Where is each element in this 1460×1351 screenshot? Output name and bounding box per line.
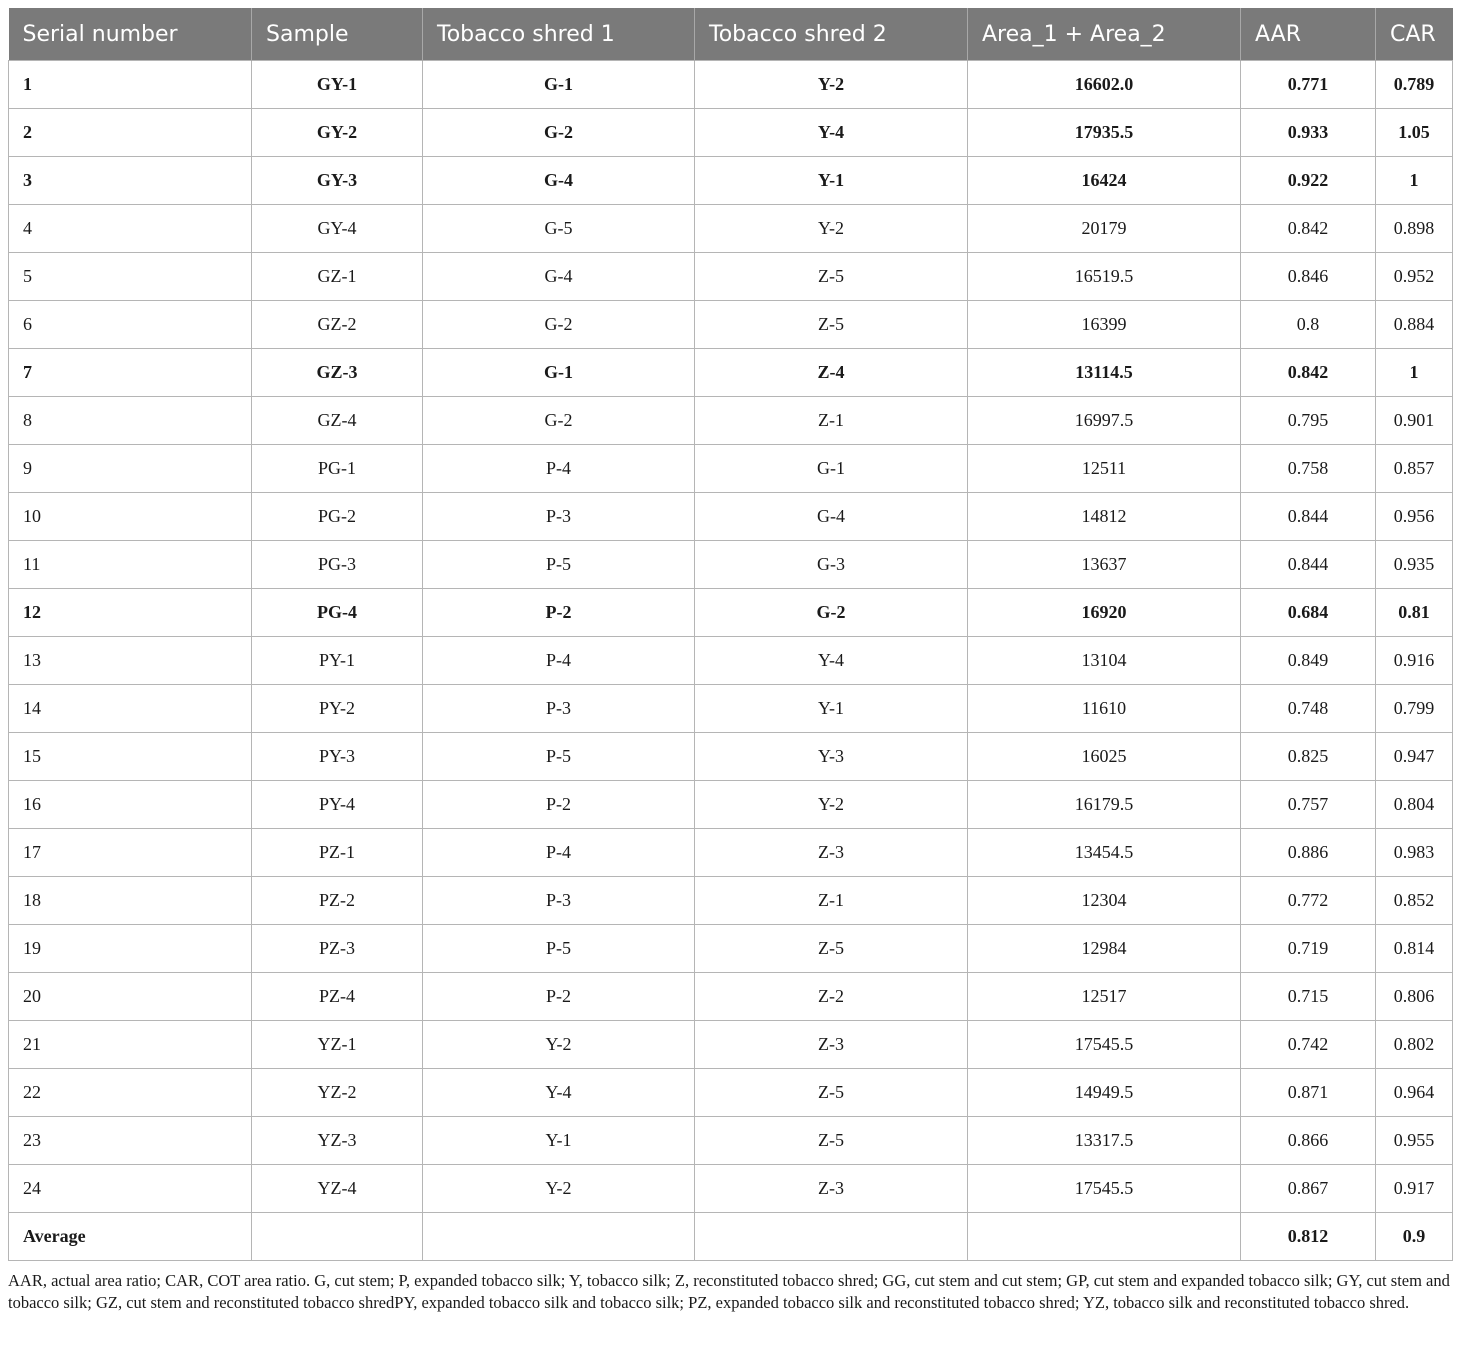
cell-sample: YZ-2	[252, 1069, 423, 1117]
cell-serial: 16	[9, 781, 252, 829]
cell-shred-1: P-5	[423, 733, 695, 781]
cell-sample: GY-3	[252, 157, 423, 205]
cell-aar: 0.748	[1241, 685, 1376, 733]
cell-shred-1: Y-2	[423, 1021, 695, 1069]
cell-shred-1: G-2	[423, 301, 695, 349]
cell-shred-2: Z-3	[695, 1021, 968, 1069]
table-row	[9, 205, 1453, 253]
cell-car: 0.802	[1376, 1021, 1453, 1069]
table-row	[9, 733, 1453, 781]
cell-car: 0.955	[1376, 1117, 1453, 1165]
table-row	[9, 109, 1453, 157]
cell-sample: GZ-1	[252, 253, 423, 301]
cell-area: 16424	[968, 157, 1241, 205]
cell-serial: 21	[9, 1021, 252, 1069]
cell-sample: PG-4	[252, 589, 423, 637]
cell-area: 13454.5	[968, 829, 1241, 877]
table-row	[9, 589, 1453, 637]
cell-shred-1: G-1	[423, 349, 695, 397]
cell-sample: YZ-1	[252, 1021, 423, 1069]
cell-serial: 3	[9, 157, 252, 205]
cell-aar: 0.795	[1241, 397, 1376, 445]
cell-serial: Average	[9, 1213, 252, 1261]
cell-area: 12511	[968, 445, 1241, 493]
cell-shred-1: Y-1	[423, 1117, 695, 1165]
cell-shred-1: P-4	[423, 637, 695, 685]
cell-area: 20179	[968, 205, 1241, 253]
cell-aar: 0.844	[1241, 541, 1376, 589]
cell-shred-2: G-2	[695, 589, 968, 637]
cell-car: 1	[1376, 157, 1453, 205]
cell-car: 1.05	[1376, 109, 1453, 157]
table-row	[9, 493, 1453, 541]
cell-car: 0.814	[1376, 925, 1453, 973]
cell-aar: 0.846	[1241, 253, 1376, 301]
cell-car: 0.935	[1376, 541, 1453, 589]
cell-area: 12517	[968, 973, 1241, 1021]
cell-area: 14812	[968, 493, 1241, 541]
cell-area: 16602.0	[968, 61, 1241, 109]
cell-aar: 0.866	[1241, 1117, 1376, 1165]
cell-car: 0.857	[1376, 445, 1453, 493]
cell-shred-2: Y-4	[695, 109, 968, 157]
cell-serial: 8	[9, 397, 252, 445]
cell-shred-2: Z-5	[695, 1117, 968, 1165]
cell-shred-1: G-4	[423, 253, 695, 301]
cell-area: 16399	[968, 301, 1241, 349]
cell-sample: PZ-4	[252, 973, 423, 1021]
cell-sample: PG-2	[252, 493, 423, 541]
cell-area: 13317.5	[968, 1117, 1241, 1165]
header-row	[9, 8, 1453, 61]
cell-shred-2: Y-1	[695, 685, 968, 733]
cell-sample: PZ-2	[252, 877, 423, 925]
cell-serial: 13	[9, 637, 252, 685]
cell-aar: 0.757	[1241, 781, 1376, 829]
cell-shred-2: Z-1	[695, 877, 968, 925]
table-row	[9, 157, 1453, 205]
table-container	[8, 8, 1452, 1314]
cell-serial: 9	[9, 445, 252, 493]
table-row	[9, 301, 1453, 349]
cell-shred-2: Y-2	[695, 781, 968, 829]
cell-sample: GY-2	[252, 109, 423, 157]
cell-shred-2: Z-5	[695, 253, 968, 301]
cell-car: 0.9	[1376, 1213, 1453, 1261]
cell-serial: 6	[9, 301, 252, 349]
cell-car: 0.789	[1376, 61, 1453, 109]
cell-car: 0.916	[1376, 637, 1453, 685]
cell-sample: PY-2	[252, 685, 423, 733]
cell-car: 0.898	[1376, 205, 1453, 253]
cell-serial: 17	[9, 829, 252, 877]
cell-car: 0.917	[1376, 1165, 1453, 1213]
cell-sample: GZ-3	[252, 349, 423, 397]
cell-aar: 0.922	[1241, 157, 1376, 205]
table-row	[9, 253, 1453, 301]
cell-shred-2: Y-4	[695, 637, 968, 685]
cell-car: 0.952	[1376, 253, 1453, 301]
table-row	[9, 1165, 1453, 1213]
cell-serial: 19	[9, 925, 252, 973]
header-car: CAR	[1376, 8, 1453, 61]
header-sample: Sample	[252, 8, 423, 61]
cell-sample: GZ-2	[252, 301, 423, 349]
cell-aar: 0.771	[1241, 61, 1376, 109]
cell-serial: 22	[9, 1069, 252, 1117]
cell-shred-2: G-4	[695, 493, 968, 541]
cell-area	[968, 1213, 1241, 1261]
cell-area: 13637	[968, 541, 1241, 589]
cell-shred-1: G-1	[423, 61, 695, 109]
cell-car: 0.947	[1376, 733, 1453, 781]
cell-area: 14949.5	[968, 1069, 1241, 1117]
cell-area: 17935.5	[968, 109, 1241, 157]
cell-car: 0.852	[1376, 877, 1453, 925]
cell-car: 0.901	[1376, 397, 1453, 445]
cell-car: 0.804	[1376, 781, 1453, 829]
cell-shred-1: P-3	[423, 685, 695, 733]
cell-sample: PZ-3	[252, 925, 423, 973]
cell-sample: GY-4	[252, 205, 423, 253]
cell-serial: 11	[9, 541, 252, 589]
average-row	[9, 1213, 1453, 1261]
cell-aar: 0.742	[1241, 1021, 1376, 1069]
cell-shred-1: G-4	[423, 157, 695, 205]
cell-shred-1: G-2	[423, 397, 695, 445]
cell-shred-2: Y-3	[695, 733, 968, 781]
cell-aar: 0.825	[1241, 733, 1376, 781]
cell-shred-2: Y-2	[695, 205, 968, 253]
table-row	[9, 541, 1453, 589]
cell-aar: 0.812	[1241, 1213, 1376, 1261]
cell-area: 16025	[968, 733, 1241, 781]
cell-shred-1: G-5	[423, 205, 695, 253]
cell-area: 11610	[968, 685, 1241, 733]
header-aar: AAR	[1241, 8, 1376, 61]
header-tobacco-shred-2: Tobacco shred 2	[695, 8, 968, 61]
cell-aar: 0.842	[1241, 205, 1376, 253]
cell-serial: 15	[9, 733, 252, 781]
cell-shred-1: P-3	[423, 493, 695, 541]
table-row	[9, 781, 1453, 829]
cell-area: 13114.5	[968, 349, 1241, 397]
cell-shred-2: Z-3	[695, 829, 968, 877]
cell-serial: 4	[9, 205, 252, 253]
cell-sample: PZ-1	[252, 829, 423, 877]
cell-shred-1: P-5	[423, 925, 695, 973]
cell-car: 0.956	[1376, 493, 1453, 541]
table-footnote: AAR, actual area ratio; CAR, COT area ratio. G, cut stem; P, expanded tobacco silk; Y, tobacco silk; Z, reconstituted tobacco shred; GG, cut stem and cut stem; GP, cut stem and expanded tobacco silk; GY, cut stem and tobacco silk; GZ, cut stem and reconstituted tobacco shredPY, expanded tobacco silk and tobacco silk; PZ, expanded tobacco silk and reconstituted tobacco shred; YZ, tobacco silk and reconstituted tobacco shred.	[8, 1271, 1450, 1312]
cell-aar: 0.867	[1241, 1165, 1376, 1213]
cell-car: 1	[1376, 349, 1453, 397]
cell-shred-2: Z-3	[695, 1165, 968, 1213]
cell-area: 16179.5	[968, 781, 1241, 829]
cell-aar: 0.758	[1241, 445, 1376, 493]
table-row	[9, 349, 1453, 397]
cell-serial: 24	[9, 1165, 252, 1213]
cell-area: 17545.5	[968, 1021, 1241, 1069]
cell-serial: 10	[9, 493, 252, 541]
cell-shred-2: Y-2	[695, 61, 968, 109]
header-area-sum: Area_1 + Area_2	[968, 8, 1241, 61]
cell-serial: 7	[9, 349, 252, 397]
table-row	[9, 829, 1453, 877]
table-row	[9, 973, 1453, 1021]
cell-sample: GY-1	[252, 61, 423, 109]
cell-aar: 0.871	[1241, 1069, 1376, 1117]
cell-shred-1: P-5	[423, 541, 695, 589]
table-row	[9, 1069, 1453, 1117]
cell-car: 0.799	[1376, 685, 1453, 733]
cell-shred-2: G-1	[695, 445, 968, 493]
cell-shred-2: Z-5	[695, 925, 968, 973]
table-row	[9, 685, 1453, 733]
cell-sample: YZ-4	[252, 1165, 423, 1213]
table-row	[9, 445, 1453, 493]
cell-sample: PY-4	[252, 781, 423, 829]
cell-sample: PY-1	[252, 637, 423, 685]
table-row	[9, 1021, 1453, 1069]
cell-aar: 0.719	[1241, 925, 1376, 973]
cell-shred-1	[423, 1213, 695, 1261]
cell-car: 0.81	[1376, 589, 1453, 637]
cell-sample: PG-1	[252, 445, 423, 493]
cell-sample: PG-3	[252, 541, 423, 589]
cell-sample: PY-3	[252, 733, 423, 781]
cell-aar: 0.684	[1241, 589, 1376, 637]
cell-serial: 23	[9, 1117, 252, 1165]
table-row	[9, 877, 1453, 925]
cell-aar: 0.933	[1241, 109, 1376, 157]
cell-shred-1: P-4	[423, 829, 695, 877]
cell-aar: 0.886	[1241, 829, 1376, 877]
cell-aar: 0.844	[1241, 493, 1376, 541]
cell-shred-1: Y-4	[423, 1069, 695, 1117]
cell-shred-1: P-3	[423, 877, 695, 925]
cell-aar: 0.849	[1241, 637, 1376, 685]
cell-area: 12304	[968, 877, 1241, 925]
table-body	[9, 61, 1453, 1261]
cell-serial: 2	[9, 109, 252, 157]
table-row	[9, 925, 1453, 973]
cell-shred-2: Y-1	[695, 157, 968, 205]
cell-shred-2: Z-5	[695, 301, 968, 349]
cell-serial: 12	[9, 589, 252, 637]
cell-aar: 0.772	[1241, 877, 1376, 925]
cell-shred-1: G-2	[423, 109, 695, 157]
cell-car: 0.983	[1376, 829, 1453, 877]
cell-serial: 14	[9, 685, 252, 733]
cell-serial: 1	[9, 61, 252, 109]
cell-shred-2: G-3	[695, 541, 968, 589]
cell-aar: 0.715	[1241, 973, 1376, 1021]
table-row	[9, 1117, 1453, 1165]
table-row	[9, 637, 1453, 685]
cell-shred-1: P-2	[423, 781, 695, 829]
cell-area: 16920	[968, 589, 1241, 637]
cell-area: 16519.5	[968, 253, 1241, 301]
data-table	[8, 8, 1453, 1261]
cell-area: 12984	[968, 925, 1241, 973]
cell-shred-2: Z-1	[695, 397, 968, 445]
header-tobacco-shred-1: Tobacco shred 1	[423, 8, 695, 61]
cell-shred-2	[695, 1213, 968, 1261]
cell-area: 16997.5	[968, 397, 1241, 445]
table-row	[9, 61, 1453, 109]
cell-serial: 20	[9, 973, 252, 1021]
cell-car: 0.806	[1376, 973, 1453, 1021]
cell-car: 0.884	[1376, 301, 1453, 349]
cell-area: 13104	[968, 637, 1241, 685]
header-serial-number: Serial number	[9, 8, 252, 61]
cell-shred-1: P-2	[423, 589, 695, 637]
cell-sample: GZ-4	[252, 397, 423, 445]
cell-sample: YZ-3	[252, 1117, 423, 1165]
cell-car: 0.964	[1376, 1069, 1453, 1117]
cell-shred-1: Y-2	[423, 1165, 695, 1213]
cell-shred-1: P-2	[423, 973, 695, 1021]
cell-shred-1: P-4	[423, 445, 695, 493]
cell-shred-2: Z-5	[695, 1069, 968, 1117]
cell-shred-2: Z-4	[695, 349, 968, 397]
cell-shred-2: Z-2	[695, 973, 968, 1021]
cell-area: 17545.5	[968, 1165, 1241, 1213]
table-row	[9, 397, 1453, 445]
cell-aar: 0.842	[1241, 349, 1376, 397]
cell-aar: 0.8	[1241, 301, 1376, 349]
cell-serial: 5	[9, 253, 252, 301]
cell-serial: 18	[9, 877, 252, 925]
cell-sample	[252, 1213, 423, 1261]
